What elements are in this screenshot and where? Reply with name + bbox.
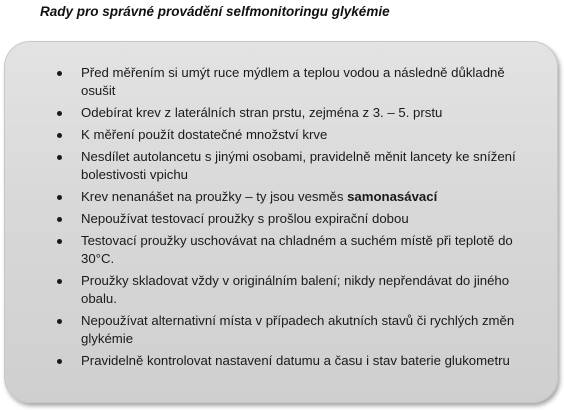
tips-box xyxy=(4,41,558,403)
bullet-icon xyxy=(57,217,62,222)
list-item-emphasis: samonasávací xyxy=(347,189,438,204)
list-item-text: Proužky skladovat vždy v originálním balení; nikdy nepřendávat do jiného obalu. xyxy=(81,273,510,306)
bullet-icon xyxy=(57,239,62,244)
list-item-text: Nesdílet autolancetu s jinými osobami, pravidelně měnit lancety ke snížení bolestivosti vpichu xyxy=(81,149,516,182)
list-item xyxy=(5,104,557,122)
list-item xyxy=(5,312,557,348)
list-item xyxy=(5,210,557,228)
list-item-text: Nepoužívat alternativní místa v případech akutních stavů či rychlých změn glykémie xyxy=(81,313,515,346)
list-item xyxy=(5,232,557,268)
list-item-text: Před měřením si umýt ruce mýdlem a teplou vodou a následně důkladně osušit xyxy=(81,65,505,98)
list-item xyxy=(5,148,557,184)
list-item-text: Testovací proužky uschovávat na chladném a suchém místě při teplotě do 30°C. xyxy=(81,233,513,266)
bullet-icon xyxy=(57,319,62,324)
bullet-icon xyxy=(57,359,62,364)
bullet-icon xyxy=(57,111,62,116)
bullet-icon xyxy=(57,133,62,138)
list-item xyxy=(5,188,557,206)
bullet-icon xyxy=(57,155,62,160)
bullet-icon xyxy=(57,195,62,200)
bullet-icon xyxy=(57,71,62,76)
list-item-text: Krev nenanášet na proužky – ty jsou vesměs xyxy=(81,189,348,204)
list-item-text: Odebírat krev z laterálních stran prstu, zejména z 3. – 5. prstu xyxy=(81,105,443,120)
list-item-text: K měření použít dostatečné množství krve xyxy=(81,127,328,142)
bullet-icon xyxy=(57,279,62,284)
list-item xyxy=(5,126,557,144)
page-title: Rady pro správné provádění selfmonitoringu glykémie xyxy=(40,4,390,19)
list-item xyxy=(5,352,557,370)
tips-list xyxy=(5,64,557,374)
list-item-text: Pravidelně kontrolovat nastavení datumu a času i stav baterie glukometru xyxy=(81,353,510,368)
list-item xyxy=(5,64,557,100)
list-item-text: Nepoužívat testovací proužky s prošlou expirační dobou xyxy=(81,211,409,226)
list-item xyxy=(5,272,557,308)
